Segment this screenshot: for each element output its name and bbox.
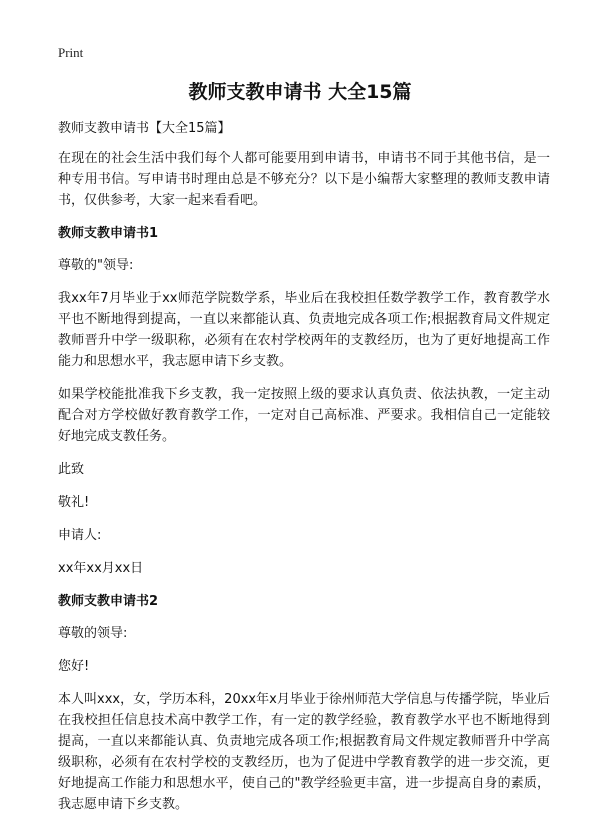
letter1-date: xx年xx月xx日 xyxy=(58,561,144,576)
letter1-closing-2: 敬礼! xyxy=(58,495,90,510)
letter2-greeting: 您好! xyxy=(58,659,90,674)
subtitle: 教师支教申请书【大全15篇】 xyxy=(58,121,231,136)
letter1-applicant: 申请人: xyxy=(58,528,102,543)
letter1-heading: 教师支教申请书1 xyxy=(58,226,159,241)
letter1-paragraph-2: 如果学校能批准我下乡支教，我一定按照上级的要求认真负责、依法执教，一定主动配合对方学校做好教育教学工作，一定对自己高标准、严要求。我相信自己一定能较好地完成支教任务。 xyxy=(58,387,550,444)
letter2-salutation: 尊敬的领导: xyxy=(58,626,128,641)
letter1-paragraph-1: 我xx年7月毕业于xx师范学院数学系，毕业后在我校担任数学教学工作，教育教学水平也不断地得到提高，一直以来都能认真、负责地完成各项工作;根据教育局文件规定教师晋升中学一级职称，必须有在农村学校两年的支教经历，也为了更好地提高工作能力和思想水平，我志愿申请下乡支教。 xyxy=(58,291,550,369)
page-title: 教师支教申请书 大全15篇 xyxy=(188,81,412,103)
intro-paragraph: 在现在的社会生活中我们每个人都可能要用到申请书，申请书不同于其他书信，是一种专用书信。写申请书时理由总是不够充分？以下是小编帮大家整理的教师支教申请书，仅供参考，大家一起来看看吧。 xyxy=(58,151,550,208)
letter1-closing-1: 此致 xyxy=(58,462,85,477)
print-link[interactable]: Print xyxy=(58,45,84,60)
letter1-salutation: 尊敬的"领导: xyxy=(58,258,134,273)
letter2-heading: 教师支教申请书2 xyxy=(58,594,159,609)
document-body xyxy=(58,118,550,815)
letter2-paragraph-1: 本人叫xxx，女，学历本科，20xx年x月毕业于徐州师范大学信息与传播学院，毕业后在我校担任信息技术高中教学工作，有一定的教学经验，教育教学水平也不断地得到提高，一直以来都能认真、负责地完成各项工作;根据教育局文件规定教师晋升中学高级职称，必须有在农村学校的支教经历，也为了促进中学教育教学的进一步交流，更好地提高工作能力和思想水平，使自己的"教学经验更丰富，进一步提高自身的素质，我志愿申请下乡支教。 xyxy=(58,692,550,812)
